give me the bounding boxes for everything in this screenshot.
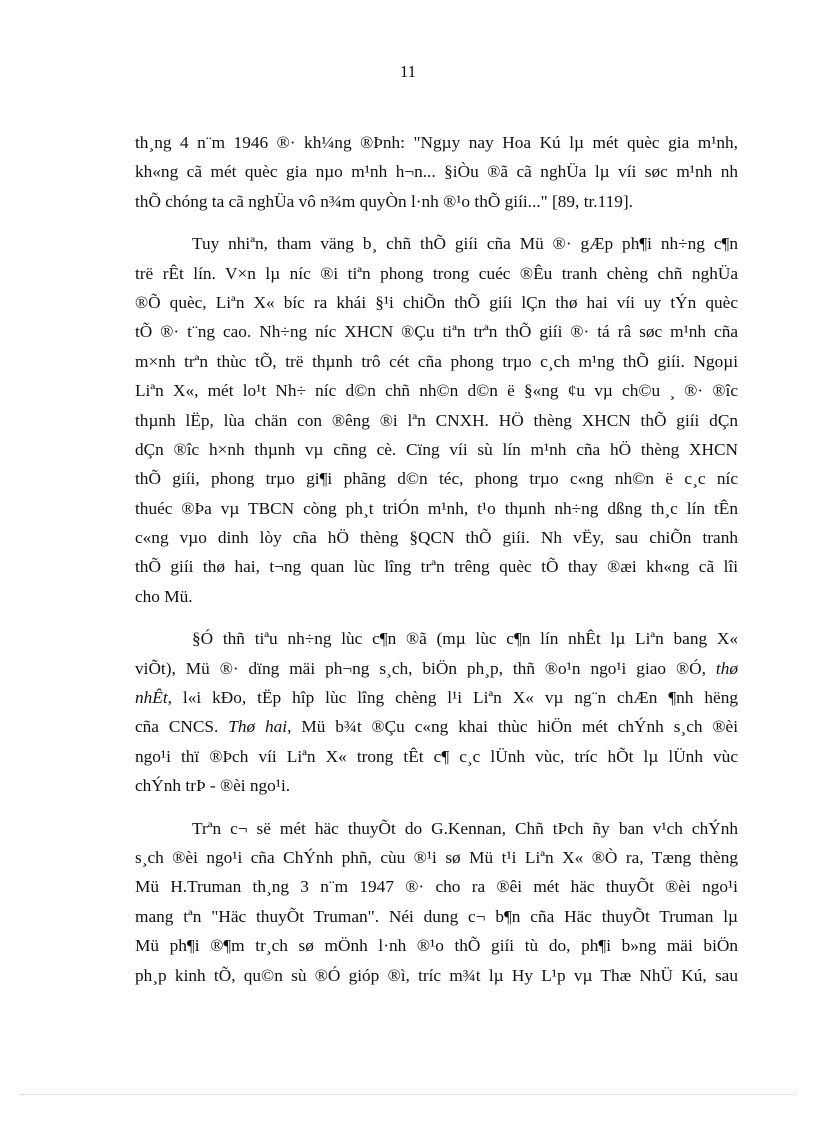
text-line: s¸ch ®èi ngo¹i cña ChÝnh phñ, cùu ®¹i sø Mü t¹i Liªn X« ®Ò ra, Tæng thèng: [135, 847, 738, 867]
text-line: Tuy nhiªn, tham väng b¸ chñ thÕ giíi cña Mü ®· gÆp ph¶i nh÷ng c¶n: [192, 234, 738, 254]
text-line: Mü H.Truman th¸ng 3 n¨m 1947 ®· cho ra ®êi mét häc thuyÕt ®èi ngo¹i: [135, 877, 738, 897]
text-line: dÇn ®îc h×nh thµnh vµ cñng cè. Cïng víi sù lín m¹nh cña hÖ thèng XHCN: [135, 439, 738, 459]
text-line: ph¸p kinh tÕ, qu©n sù ®Ó gióp ®ì, tríc m¾t lµ Hy L¹p vµ Thæ NhÜ Kú, sau: [135, 965, 738, 985]
text-line: thuéc ®Þa vµ TBCN còng ph¸t triÓn m¹nh, t¹o thµnh nh÷ng dßng th¸c lín tÊn: [135, 498, 738, 518]
text-line: Trªn c¬ së mét häc thuyÕt do G.Kennan, Chñ tÞch ñy ban v¹ch chÝnh: [192, 818, 738, 838]
text-line: thÕ giíi thø hai, t¬ng quan lùc lîng trªn trêng quèc tÕ thay ®æi kh«ng cã lîi: [135, 557, 738, 577]
paragraph-4: [135, 814, 738, 990]
text-line: chÝnh trÞ - ®èi ngo¹i.: [135, 776, 291, 796]
text-line: c«ng vµo dinh lòy cña hÖ thèng §QCN thÕ giíi. Nh vËy, sau chiÕn tranh: [135, 528, 738, 548]
text-line: §Ó thñ tiªu nh÷ng lùc c¶n ®ã (mµ lùc c¶n lín nhÊt lµ Liªn bang X«: [192, 629, 738, 649]
text-line: kh«ng cã mét quèc gia nµo m¹nh h¬n... §iÒu ®ã cã nghÜa lµ víi søc m¹nh nh: [135, 162, 738, 182]
text-line: thµnh lËp, lùa chän con ®êng ®i lªn CNXH. HÖ thèng XHCN thÕ giíi dÇn: [135, 410, 738, 430]
text-line: m×nh trªn thùc tÕ, trë thµnh trô cét cña phong trµo c¸ch m¹ng thÕ giíi. Ngoµi: [135, 351, 738, 371]
page-number: 11: [399, 62, 417, 81]
paragraph-2: [135, 229, 738, 611]
paragraph-3: [135, 624, 738, 800]
text-line: th¸ng 4 n¨m 1946 ®· kh¼ng ®Þnh: "Ngµy nay Hoa Kú lµ mét quèc gia m¹nh,: [135, 133, 738, 152]
body-text: [135, 128, 738, 1003]
text-line: cho Mü.: [135, 586, 193, 606]
text-line: Liªn X«, mét lo¹t Nh÷ níc d©n chñ nh©n d©n ë §«ng ¢u vµ ch©u ¸ ®· ®îc: [135, 381, 738, 401]
text-line: nhÊt, l«i kÐo, tËp hîp lùc lîng chèng l¹i Liªn X« vµ ng¨n chÆn ¶nh hëng: [135, 688, 738, 708]
text-line: thÕ chóng ta cã nghÜa vô n¾m quyÒn l·nh ®¹o thÕ giíi..." [89, tr.119].: [135, 191, 633, 211]
text-line: trë rÊt lín. V×n lµ níc ®i tiªn phong trong cuéc ®Êu tranh chèng chñ nghÜa: [135, 263, 738, 283]
text-line: ngo¹i thï ®Þch víi Liªn X« trong tÊt c¶ c¸c lÜnh vùc, tríc hÕt lµ lÜnh vùc: [135, 746, 738, 766]
text-line: mang tªn "Häc thuyÕt Truman". Néi dung c¬ b¶n cña Häc thuyÕt Truman lµ: [135, 906, 738, 926]
paragraph-1: [135, 128, 738, 216]
text-line: viÕt), Mü ®· dïng mäi ph¬ng s¸ch, biÖn ph¸p, thñ ®o¹n ngo¹i giao ®Ó, thø: [135, 658, 738, 678]
text-line: tÕ ®· t¨ng cao. Nh÷ng níc XHCN ®Çu tiªn trªn thÕ giíi ®· tá râ søc m¹nh cña: [135, 322, 738, 342]
text-line: thÕ giíi, phong trµo gi¶i phãng d©n téc, phong trµo c«ng nh©n ë c¸c níc: [135, 469, 738, 489]
text-line: cña CNCS. Thø hai, Mü b¾t ®Çu c«ng khai thùc hiÖn mét chÝnh s¸ch ®èi: [135, 717, 738, 737]
text-line: ®Õ quèc, Liªn X« bíc ra khái §¹i chiÕn thÕ giíi lÇn thø hai víi uy tÝn quèc: [135, 292, 738, 312]
page-bottom-rule: [20, 1094, 796, 1095]
text-line: Mü ph¶i ®¶m tr¸ch sø mÖnh l·nh ®¹o thÕ giíi tù do, ph¶i b»ng mäi biÖn: [135, 936, 738, 956]
